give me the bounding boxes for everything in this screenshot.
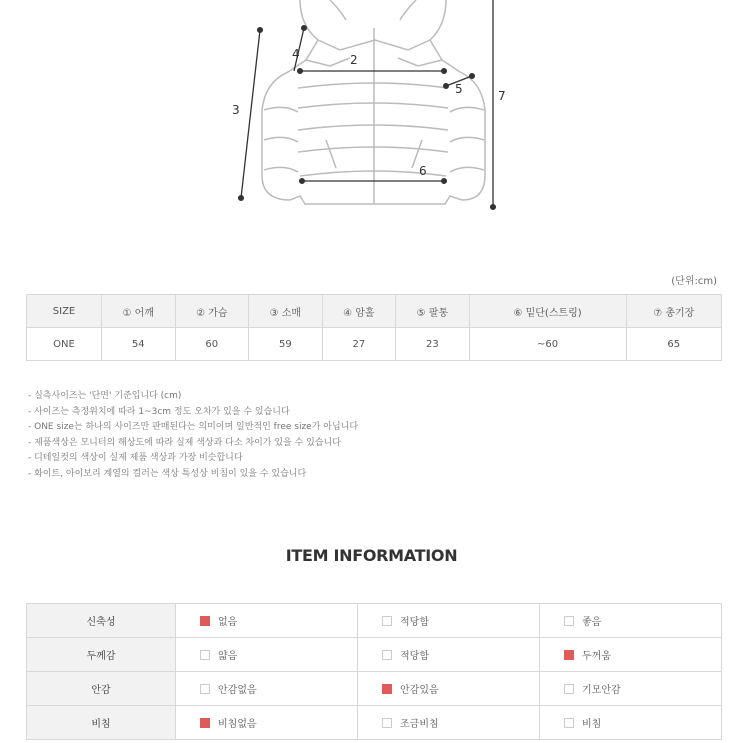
checkbox-icon <box>200 684 210 694</box>
size-cell: 60 <box>175 328 249 361</box>
item-option-label: 조금비침 <box>400 719 439 730</box>
checkbox-icon <box>382 684 392 694</box>
item-information-table <box>26 603 722 740</box>
item-row-label: 안감 <box>27 672 176 706</box>
size-cell: 54 <box>102 328 176 361</box>
note-item: - 제품색상은 모니터의 해상도에 따라 실제 색상과 다소 차이가 있을 수 있습니다 <box>28 437 341 448</box>
jacket-outline <box>262 0 485 204</box>
checkbox-icon <box>200 718 210 728</box>
size-header-cell: ④ 암홀 <box>322 295 396 328</box>
measure-label-7: 7 <box>498 89 506 103</box>
checkbox-icon <box>564 650 574 660</box>
item-option <box>540 604 722 638</box>
checkbox-icon <box>200 650 210 660</box>
checkbox-icon <box>382 616 392 626</box>
item-row <box>27 672 722 706</box>
item-option <box>540 672 722 706</box>
size-header-cell: ③ 소매 <box>249 295 323 328</box>
note-item: - 실측사이즈는 '단면' 기준입니다 (cm) <box>28 391 182 401</box>
size-header-cell: ① 어깨 <box>102 295 176 328</box>
size-header-cell: ⑤ 팔통 <box>396 295 470 328</box>
item-row-label: 두께감 <box>27 638 176 672</box>
size-cell: ONE <box>27 328 102 361</box>
item-row-label: 신축성 <box>27 604 176 638</box>
item-option-label: 기모안감 <box>582 685 621 696</box>
item-option-label: 안감없음 <box>218 685 257 696</box>
measure-label-6: 6 <box>419 164 427 178</box>
jacket-measurement-diagram <box>0 0 743 270</box>
note-item: - 화이트, 아이보리 계열의 컬러는 색상 특성상 비침이 있을 수 있습니다 <box>28 468 307 479</box>
size-table <box>26 294 722 361</box>
size-cell: 65 <box>626 328 722 361</box>
checkbox-icon <box>564 616 574 626</box>
measurement-labels <box>232 47 506 178</box>
item-option-label: 두꺼움 <box>582 651 611 662</box>
size-table-header-row <box>27 295 722 328</box>
size-table-row <box>27 328 722 361</box>
item-option <box>358 706 540 740</box>
item-option-label: 비침 <box>582 719 602 730</box>
measurement-lines <box>239 0 496 209</box>
checkbox-icon <box>382 718 392 728</box>
item-option-label: 좋음 <box>582 617 602 628</box>
size-cell: 27 <box>322 328 396 361</box>
item-option-label: 없음 <box>218 617 238 628</box>
unit-note: (단위:cm) <box>671 276 717 287</box>
item-row <box>27 706 722 740</box>
measure-label-5: 5 <box>455 82 463 96</box>
measure-label-4: 4 <box>292 47 300 61</box>
size-cell: 59 <box>249 328 323 361</box>
item-option-label: 얇음 <box>218 651 238 662</box>
item-row <box>27 638 722 672</box>
item-option <box>540 706 722 740</box>
checkbox-icon <box>564 684 574 694</box>
item-option-label: 적당함 <box>400 651 429 662</box>
size-notes <box>28 389 358 483</box>
item-option <box>176 638 358 672</box>
item-option-label: 비침없음 <box>218 719 257 730</box>
item-option <box>540 638 722 672</box>
item-row-label: 비침 <box>27 706 176 740</box>
note-item: - 디테일컷의 색상이 실제 제품 색상과 가장 비슷합니다 <box>28 453 243 464</box>
size-header-cell: ⑥ 밑단(스트링) <box>469 295 626 328</box>
size-header-cell: ② 가슴 <box>175 295 249 328</box>
item-option <box>358 638 540 672</box>
checkbox-icon <box>382 650 392 660</box>
item-option <box>358 604 540 638</box>
item-option-label: 적당함 <box>400 617 429 628</box>
size-header-cell: ⑦ 총기장 <box>626 295 722 328</box>
measure-label-3: 3 <box>232 103 240 117</box>
item-information-title: ITEM INFORMATION <box>285 546 458 565</box>
note-item: - ONE size는 하나의 사이즈만 판매된다는 의미이며 일반적인 free size가 아닙니다 <box>28 422 359 433</box>
measure-label-2: 2 <box>350 53 358 67</box>
item-option <box>176 706 358 740</box>
checkbox-icon <box>564 718 574 728</box>
item-row <box>27 604 722 638</box>
size-header-cell: SIZE <box>27 295 102 328</box>
item-option <box>358 672 540 706</box>
item-option-label: 안감있음 <box>400 685 439 696</box>
item-option <box>176 672 358 706</box>
checkbox-icon <box>200 616 210 626</box>
size-cell: ~60 <box>469 328 626 361</box>
size-cell: 23 <box>396 328 470 361</box>
note-item: - 사이즈는 측정위치에 따라 1~3cm 정도 오차가 있을 수 있습니다 <box>28 406 290 417</box>
item-option <box>176 604 358 638</box>
